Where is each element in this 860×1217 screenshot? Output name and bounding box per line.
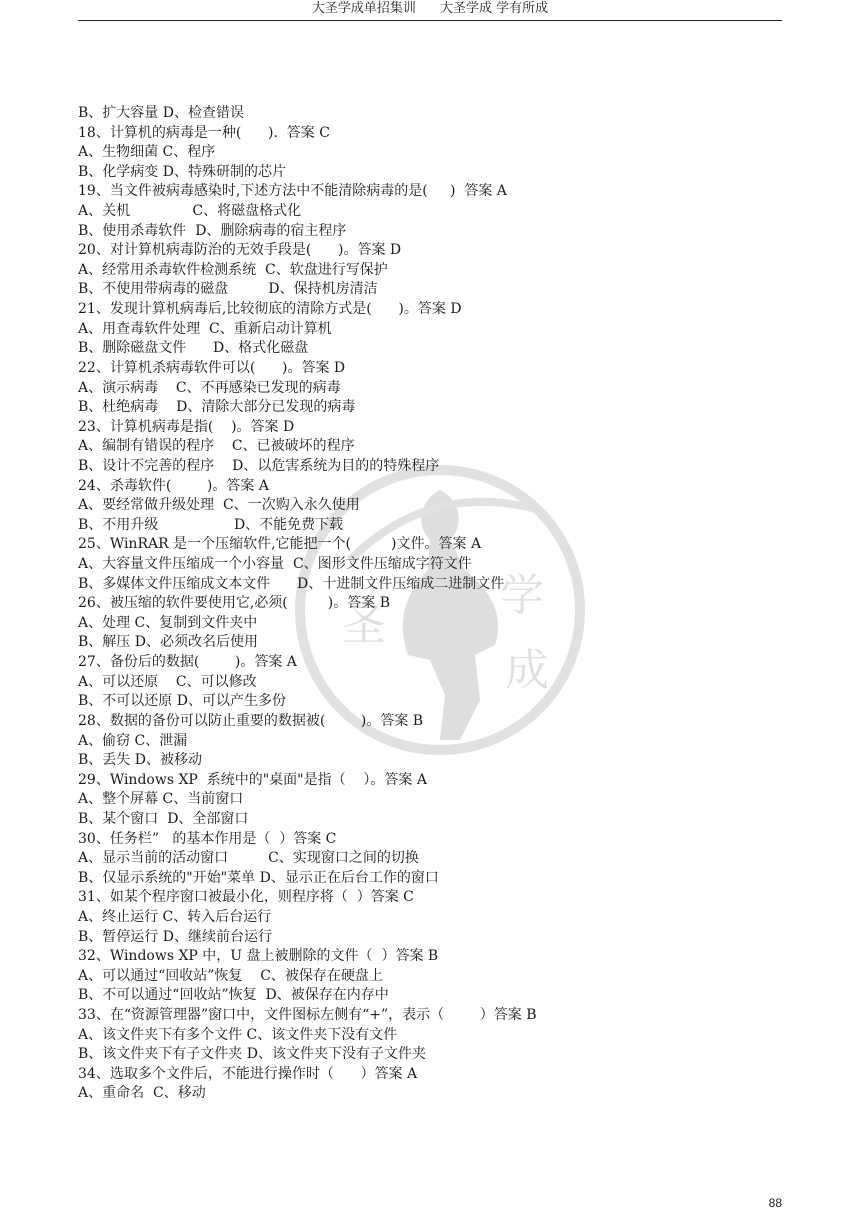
header-title-left: 大圣学成单招集训 xyxy=(311,1,416,16)
option-line: B、设计不完善的程序 D、以危害系统为目的的特殊程序 xyxy=(78,457,440,474)
question-line: 24、杀毒软件( )。答案 A xyxy=(78,477,269,494)
option-line: B、不用升级 D、不能免费下载 xyxy=(78,516,344,533)
option-line: B、化学病变 D、特殊研制的芯片 xyxy=(78,163,286,180)
question-line: 18、计算机的病毒是一种( ). 答案 C xyxy=(78,124,330,141)
option-line: B、暂停运行 D、继续前台运行 xyxy=(78,928,272,945)
option-line: B、删除磁盘文件 D、格式化磁盘 xyxy=(78,340,309,357)
option-line: A、偷窃 C、泄漏 xyxy=(78,732,188,749)
option-line: A、可以通过“回收站”恢复 C、被保存在硬盘上 xyxy=(78,967,383,984)
option-line: B、该文件夹下有子文件夹 D、该文件夹下没有子文件夹 xyxy=(78,1046,426,1063)
option-line: B、不使用带病毒的磁盘 D、保持机房清洁 xyxy=(78,281,378,298)
question-line: 27、备份后的数据( )。答案 A xyxy=(78,654,297,671)
svg-text:学: 学 xyxy=(500,570,544,621)
option-line: A、演示病毒 C、不再感染已发现的病毒 xyxy=(78,379,341,396)
option-line: A、显示当前的活动窗口 C、实现窗口之间的切换 xyxy=(78,850,419,867)
option-line: A、编制有错误的程序 C、已被破坏的程序 xyxy=(78,438,355,455)
question-line: 19、当文件被病毒感染时,下述方法中不能清除病毒的是( ) 答案 A xyxy=(78,183,507,200)
question-line: 34、选取多个文件后，不能进行操作时（ ）答案 A xyxy=(78,1065,418,1082)
option-line: B、不可以还原 D、可以产生多份 xyxy=(78,693,286,710)
header-title-right: 大圣学成 学有所成 xyxy=(440,1,549,16)
option-line: A、经常用杀毒软件检测系统 C、软盘进行写保护 xyxy=(78,261,388,278)
option-line: A、可以还原 C、可以修改 xyxy=(78,673,257,690)
page-number: 88 xyxy=(768,1196,782,1210)
option-line: A、重命名 C、移动 xyxy=(78,1085,206,1102)
question-line: 23、计算机病毒是指( )。答案 D xyxy=(78,418,295,435)
option-line: A、要经常做升级处理 C、一次购入永久使用 xyxy=(78,497,360,514)
option-line: B、多媒体文件压缩成文本文件 D、十进制文件压缩成二进制文件 xyxy=(78,575,505,592)
question-line: 33、在“资源管理器”窗口中，文件图标左侧有“+”，表示（ ）答案 B xyxy=(78,1007,537,1024)
option-line: A、生物细菌 C、程序 xyxy=(78,144,216,161)
question-line: 22、计算机杀病毒软件可以( )。答案 D xyxy=(78,359,346,376)
question-line: 29、Windows XP 系统中的"桌面"是指（ ）。答案 A xyxy=(78,771,427,788)
option-line: A、关机 C、将磁盘格式化 xyxy=(78,203,302,220)
question-line: 26、被压缩的软件要使用它,必须( )。答案 B xyxy=(78,595,390,612)
option-line: A、大容量文件压缩成一个小容量 C、图形文件压缩成字符文件 xyxy=(78,556,472,573)
question-list xyxy=(78,104,778,1104)
svg-text:圣: 圣 xyxy=(342,600,386,651)
svg-text:成: 成 xyxy=(505,645,549,696)
question-line: 28、数据的备份可以防止重要的数据被( )。答案 B xyxy=(78,712,424,729)
option-line: B、丢失 D、被移动 xyxy=(78,752,202,769)
option-line: A、整个屏幕 C、当前窗口 xyxy=(78,791,244,808)
question-line: 32、Windows XP 中，U 盘上被删除的文件（ ）答案 B xyxy=(78,948,439,965)
option-line: A、该文件夹下有多个文件 C、该文件夹下没有文件 xyxy=(78,1026,398,1043)
option-line: B、不可以通过“回收站”恢复 D、被保存在内存中 xyxy=(78,987,389,1004)
question-line: 20、对计算机病毒防治的无效手段是( )。答案 D xyxy=(78,242,402,259)
option-line: B、杜绝病毒 D、清除大部分已发现的病毒 xyxy=(78,399,356,416)
question-line: 25、WinRAR 是一个压缩软件,它能把一个( )文件。答案 A xyxy=(78,536,482,553)
option-line: A、用查毒软件处理 C、重新启动计算机 xyxy=(78,320,332,337)
option-line: B、解压 D、必须改名后使用 xyxy=(78,634,258,651)
question-line: 30、任务栏” 的基本作用是（ ）答案 C xyxy=(78,830,337,847)
option-line: B、使用杀毒软件 D、删除病毒的宿主程序 xyxy=(78,222,347,239)
option-line: B、仅显示系统的"开始"菜单 D、显示正在后台工作的窗口 xyxy=(78,869,439,886)
option-line: A、终止运行 C、转入后台运行 xyxy=(78,908,272,925)
option-line: A、处理 C、复制到文件夹中 xyxy=(78,614,258,631)
question-line: 21、发现计算机病毒后,比较彻底的清除方式是( )。答案 D xyxy=(78,301,462,318)
question-line: 31、如某个程序窗口被最小化，则程序将（ ）答案 C xyxy=(78,889,414,906)
option-line: B、某个窗口 D、全部窗口 xyxy=(78,810,249,827)
page-header xyxy=(78,0,782,21)
text-line: B、扩大容量 D、检查错误 xyxy=(78,105,244,121)
